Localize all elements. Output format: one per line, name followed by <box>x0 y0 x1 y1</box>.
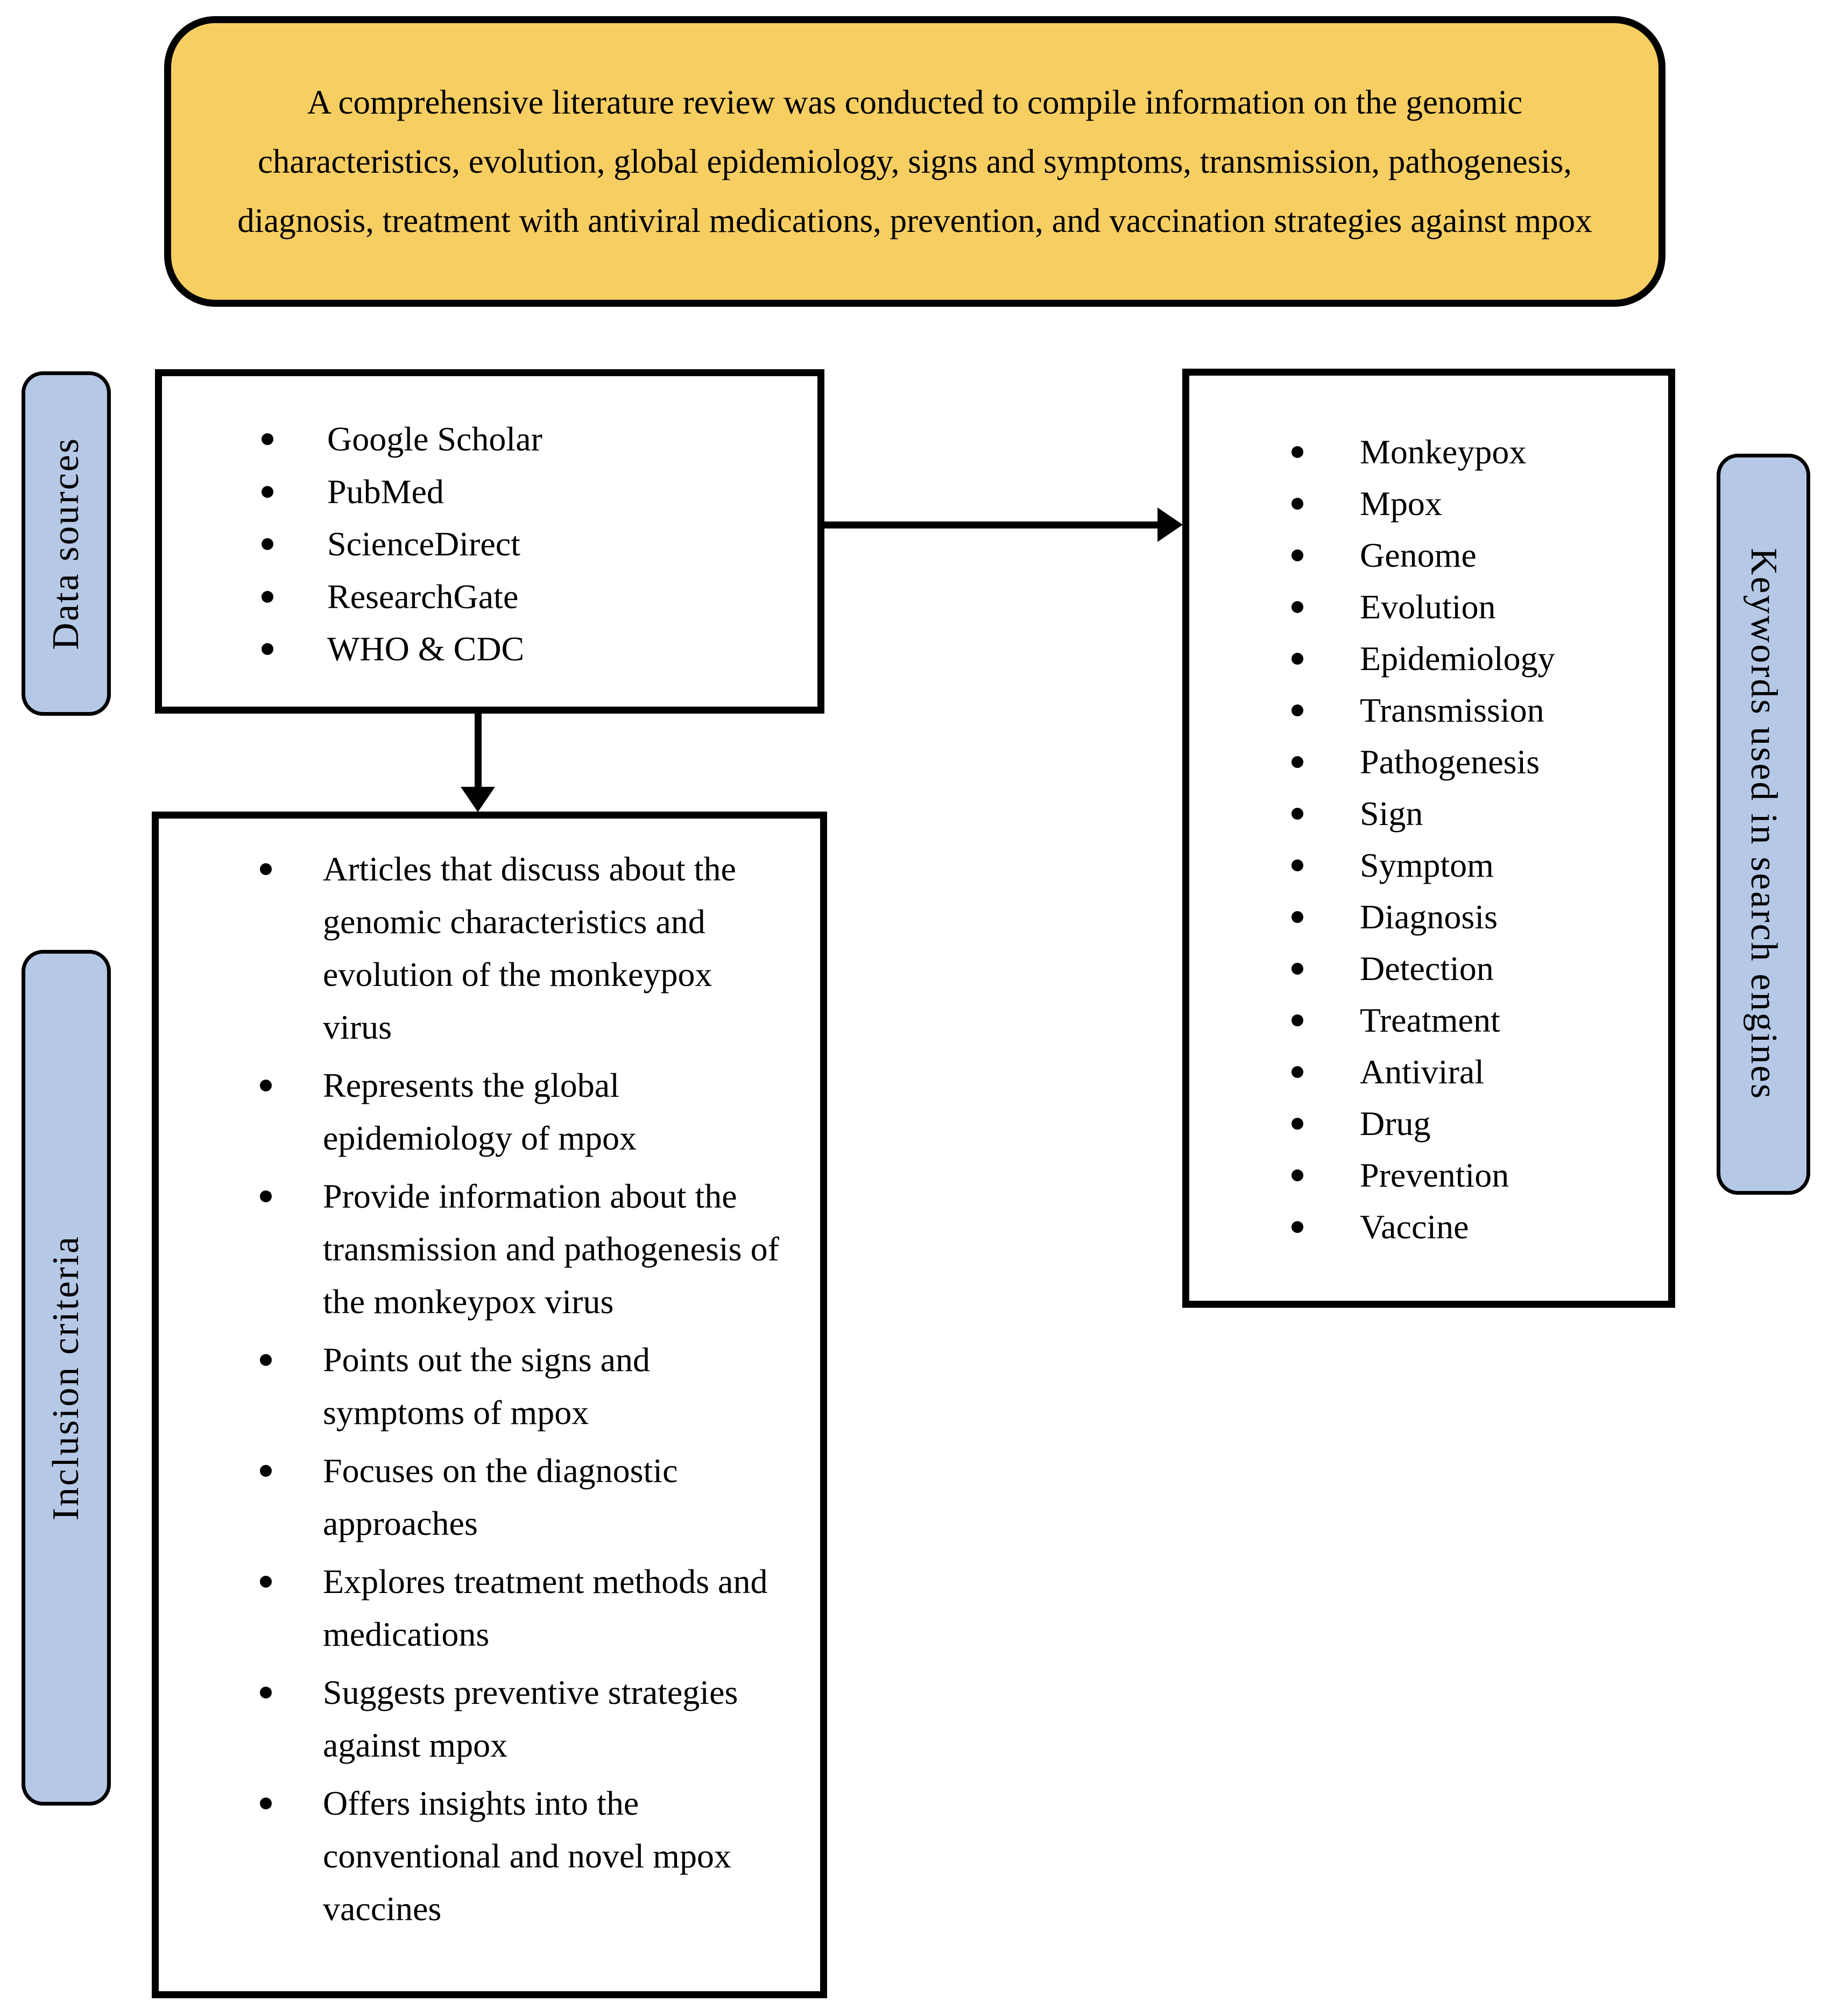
list-item <box>1291 535 1663 575</box>
list-item <box>1291 432 1663 472</box>
inclusion-criteria-label-text: Inclusion criteria <box>45 1235 87 1521</box>
list-item-label: Offers insights into the conventional and novel mpox vaccines <box>323 1784 731 1928</box>
arrow-down-icon <box>461 787 495 812</box>
bullet-icon <box>262 643 273 655</box>
list-item-label: Articles that discuss about the genomic characteristics and evolution of the monkeypox virus <box>323 850 736 1046</box>
bullet-icon <box>260 1576 272 1588</box>
list-item-label: Google Scholar <box>327 420 542 458</box>
bullet-icon <box>262 433 273 445</box>
list-item-label: Drug <box>1360 1104 1431 1143</box>
list-item-label: Monkeypox <box>1360 433 1527 471</box>
list-item <box>260 1777 815 1935</box>
list-item <box>1291 1000 1663 1040</box>
bullet-icon <box>1291 704 1303 716</box>
bullet-icon <box>1291 498 1303 510</box>
list-item <box>1291 742 1663 782</box>
bullet-icon <box>260 863 272 875</box>
arrow-right-icon <box>1158 507 1183 542</box>
list-item <box>260 843 815 1054</box>
keywords-list <box>1189 376 1668 1301</box>
list-item-label: Symptom <box>1360 846 1494 884</box>
keywords-label <box>1717 454 1810 1195</box>
data-sources-label <box>22 371 111 716</box>
bullet-icon <box>1291 859 1303 871</box>
list-item <box>1291 587 1663 627</box>
list-item-label: Represents the global epidemiology of mpox <box>323 1066 637 1157</box>
bullet-icon <box>262 486 273 498</box>
list-item-label: Mpox <box>1360 484 1442 523</box>
list-item <box>260 1059 815 1165</box>
keywords-label-text: Keywords used in search engines <box>1743 548 1784 1101</box>
bullet-icon <box>1291 601 1303 613</box>
list-item <box>1291 794 1663 834</box>
list-item-label: Points out the signs and symptoms of mpox <box>323 1341 651 1432</box>
bullet-icon <box>1291 446 1303 458</box>
summary-banner-text: A comprehensive literature review was conducted to compile information on the genomic characteristics, evolution, global epidemiology, signs and symptoms, transmission, pathogenesis, diagnosis, treatment with antiviral medications, prevention, and vaccination strategies against mpox <box>237 83 1592 239</box>
bullet-icon <box>260 1354 272 1366</box>
bullet-icon <box>1291 1118 1303 1130</box>
list-item-label: Pathogenesis <box>1360 743 1540 781</box>
list-item-label: WHO & CDC <box>327 630 525 668</box>
list-item-label: Vaccine <box>1360 1208 1469 1246</box>
list-item <box>260 1170 815 1328</box>
list-item <box>260 1666 815 1772</box>
data-sources-box <box>155 369 824 714</box>
list-item <box>262 629 812 669</box>
list-item-label: Antiviral <box>1360 1053 1485 1091</box>
list-item-label: Provide information about the transmission and pathogenesis of the monkeypox virus <box>323 1177 779 1321</box>
bullet-icon <box>262 538 273 550</box>
list-item-label: ScienceDirect <box>327 525 520 563</box>
list-item-label: Explores treatment methods and medications <box>323 1562 768 1653</box>
list-item <box>1291 845 1663 885</box>
bullet-icon <box>260 1687 272 1698</box>
list-item-label: Sign <box>1360 794 1423 833</box>
list-item-label: Evolution <box>1360 588 1496 626</box>
arrow-to-inclusion-shaft <box>475 714 482 789</box>
list-item <box>1291 1155 1663 1195</box>
bullet-icon <box>1291 1221 1303 1233</box>
summary-banner <box>164 16 1665 307</box>
list-item <box>262 472 812 512</box>
list-item-label: Genome <box>1360 536 1477 574</box>
list-item <box>1291 690 1663 730</box>
bullet-icon <box>1291 756 1303 768</box>
list-item <box>260 1444 815 1550</box>
list-item <box>262 419 812 459</box>
list-item-label: Suggests preventive strategies against mpox <box>323 1673 738 1764</box>
list-item-label: Focuses on the diagnostic approaches <box>323 1451 678 1542</box>
list-item-label: Treatment <box>1360 1001 1500 1039</box>
list-item-label: Prevention <box>1360 1156 1509 1194</box>
list-item-label: Diagnosis <box>1360 898 1498 936</box>
bullet-icon <box>260 1465 272 1477</box>
list-item <box>1291 1052 1663 1092</box>
list-item <box>260 1334 815 1439</box>
list-item <box>260 1555 815 1661</box>
bullet-icon <box>260 1798 272 1809</box>
data-sources-list <box>162 376 817 707</box>
inclusion-criteria-box <box>152 812 827 1998</box>
inclusion-criteria-list <box>159 819 820 1991</box>
bullet-icon <box>1291 1014 1303 1026</box>
keywords-box <box>1182 369 1675 1308</box>
list-item-label: Epidemiology <box>1360 639 1555 678</box>
bullet-icon <box>1291 653 1303 665</box>
bullet-icon <box>1291 911 1303 923</box>
list-item <box>1291 1207 1663 1247</box>
bullet-icon <box>1291 549 1303 561</box>
bullet-icon <box>1291 1169 1303 1181</box>
list-item <box>1291 484 1663 524</box>
inclusion-criteria-label <box>22 950 111 1806</box>
list-item <box>1291 639 1663 679</box>
list-item-label: Transmission <box>1360 691 1544 729</box>
data-sources-label-text: Data sources <box>45 437 87 650</box>
list-item-label: Detection <box>1360 949 1494 988</box>
bullet-icon <box>260 1190 272 1202</box>
bullet-icon <box>1291 808 1303 820</box>
list-item <box>1291 1104 1663 1144</box>
bullet-icon <box>262 591 273 603</box>
list-item-label: PubMed <box>327 472 444 511</box>
bullet-icon <box>260 1080 272 1091</box>
list-item <box>262 577 812 617</box>
list-item <box>1291 897 1663 937</box>
bullet-icon <box>1291 963 1303 975</box>
list-item <box>262 524 812 564</box>
list-item-label: ResearchGate <box>327 577 519 616</box>
list-item <box>1291 949 1663 989</box>
bullet-icon <box>1291 1066 1303 1078</box>
arrow-to-keywords-shaft <box>824 521 1161 528</box>
